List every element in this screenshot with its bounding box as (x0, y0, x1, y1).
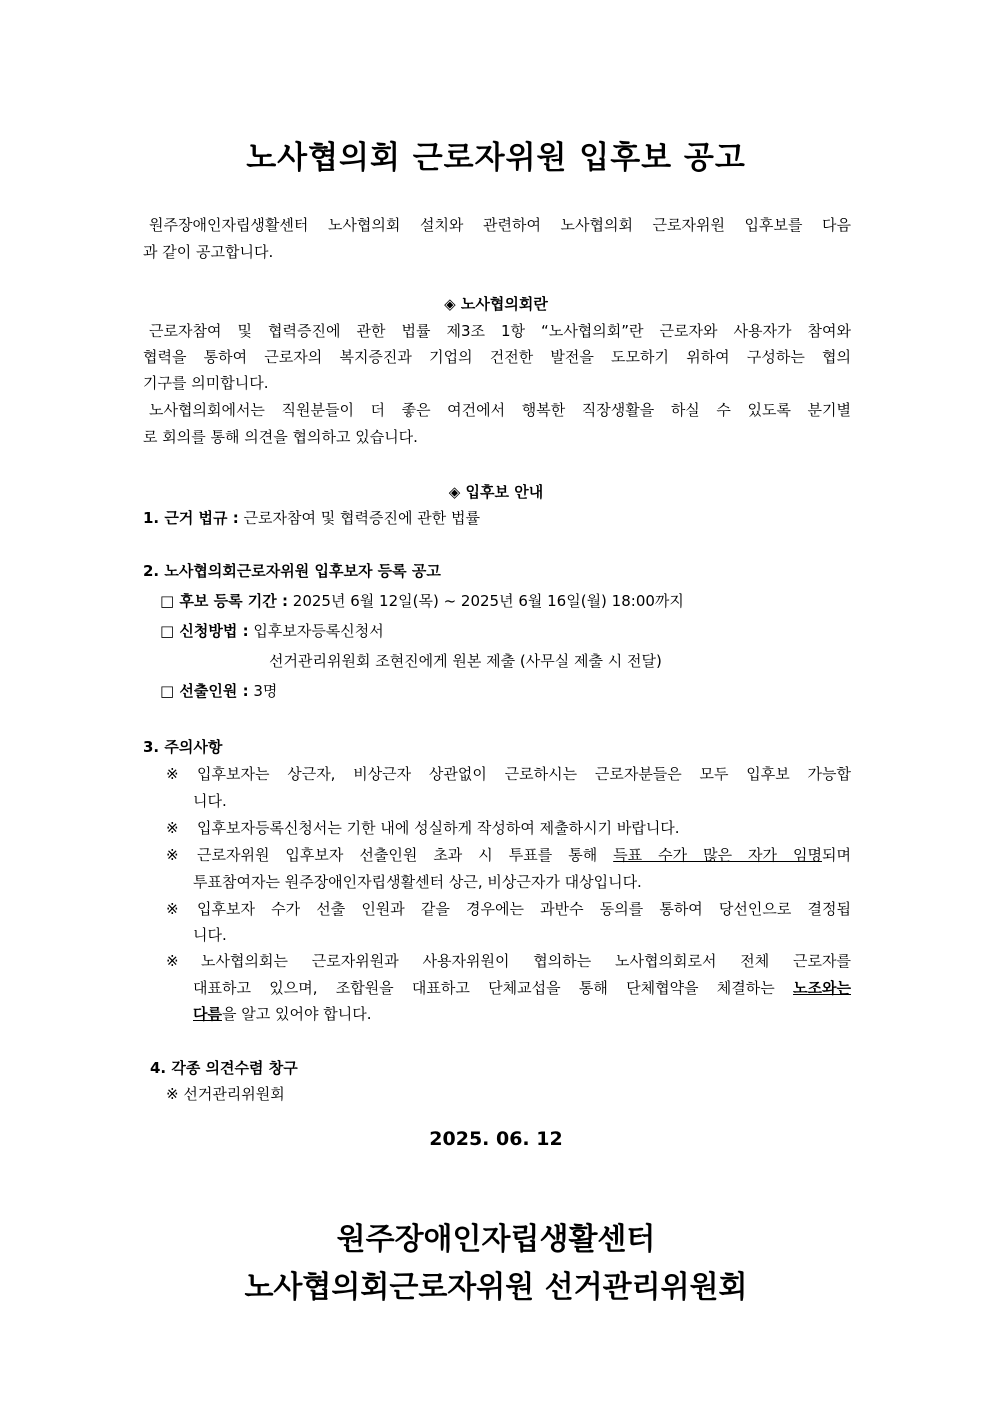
period-text: 2025년 6월 12일(목) ~ 2025년 6월 16일(월) 18:00까지 (292, 592, 684, 610)
note-1-line-2: 니다. (193, 792, 227, 810)
item-2-method (160, 618, 384, 645)
note-3-text-a: 근로자위원 입후보자 선출인원 초과 시 투표를 통해 (197, 846, 614, 864)
method-text-2: 선거관리위원회 조현진에게 원본 제출 (사무실 제출 시 전달) (269, 652, 662, 670)
count-label: □ 선출인원 : (160, 682, 249, 700)
note-5-underlined-1: 노조와는 (793, 979, 851, 997)
item-1 (143, 505, 480, 532)
item-2-heading: 2. 노사협의회근로자위원 입후보자 등록 공고 (143, 562, 441, 580)
period-label: □ 후보 등록 기간 : (160, 592, 289, 610)
note-4-mark: ※ (166, 900, 179, 918)
note-1-line-1: 입후보자는 상근자, 비상근자 상관없이 근로하시는 근로자분들은 모두 입후보 가능합 (197, 765, 851, 783)
council-p2-line-1: 노사협의회에서는 직원분들이 더 좋은 여건에서 행복한 직장생활을 하실 수 있도록 분기별 (149, 401, 851, 419)
org-name-line-2: 노사협의회근로자위원 선거관리위원회 (244, 1270, 748, 1305)
council-p1-line-2: 협력을 통하여 근로자의 복지증진과 기업의 건전한 발전을 도모하기 위하여 구성하는 협의 (143, 348, 851, 366)
note-3-text-b: 되며 (822, 846, 851, 864)
council-p1-line-1: 근로자참여 및 협력증진에 관한 법률 제3조 1항 “노사협의회”란 근로자와 사용자가 참여와 (149, 322, 851, 340)
note-5-line-3 (193, 1001, 371, 1028)
method-text-1: 입후보자등록신청서 (253, 622, 384, 640)
guide-heading: ◈ 입후보 안내 (448, 483, 544, 501)
note-5-line-1: 노사협의회는 근로자위원과 사용자위원이 협의하는 노사협의회로서 전체 근로자를 (201, 952, 851, 970)
council-heading: ◈ 노사협의회란 (444, 295, 548, 313)
item-2-count (160, 678, 277, 705)
note-5-line-2 (193, 975, 851, 1002)
count-text: 3명 (253, 682, 278, 700)
note-2-line-1: 입후보자등록신청서는 기한 내에 성실하게 작성하여 제출하시기 바랍니다. (197, 819, 680, 837)
notice-date: 2025. 06. 12 (429, 1128, 563, 1150)
intro-line-1: 원주장애인자립생활센터 노사협의회 설치와 관련하여 노사협의회 근로자위원 입후보를 다음 (149, 216, 851, 234)
note-3-underlined: 득표 수가 많은 자가 임명 (613, 846, 823, 864)
intro-line-2: 과 같이 공고합니다. (143, 243, 274, 261)
item-1-text: 근로자참여 및 협력증진에 관한 법률 (243, 509, 480, 527)
note-5-text-a: 대표하고 있으며, 조합원을 대표하고 단체교섭을 통해 단체협약을 체결하는 (193, 979, 794, 997)
item-3-heading: 3. 주의사항 (143, 738, 223, 756)
council-p2-line-2: 로 회의를 통해 의견을 협의하고 있습니다. (143, 428, 418, 446)
document-title: 노사협의회 근로자위원 입후보 공고 (246, 140, 746, 176)
note-5-underlined-2: 다름 (193, 1005, 222, 1023)
note-4-line-2: 니다. (193, 926, 227, 944)
method-label: □ 신청방법 : (160, 622, 249, 640)
org-name-line-1: 원주장애인자립생활센터 (336, 1222, 656, 1257)
item-2-period (160, 588, 684, 615)
note-3-line-2: 투표참여자는 원주장애인자립생활센터 상근, 비상근자가 대상입니다. (193, 873, 642, 891)
item-4-heading: 4. 각종 의견수렴 창구 (150, 1059, 298, 1077)
note-5-mark: ※ (166, 952, 179, 970)
note-1-mark: ※ (166, 765, 179, 783)
item-4-text: ※ 선거관리위원회 (166, 1085, 285, 1103)
note-5-text-b: 을 알고 있어야 합니다. (221, 1005, 372, 1023)
note-2-mark: ※ (166, 819, 179, 837)
note-3-line-1 (197, 842, 851, 869)
note-3-mark: ※ (166, 846, 179, 864)
council-p1-line-3: 기구를 의미합니다. (143, 374, 269, 392)
note-4-line-1: 입후보자 수가 선출 인원과 같을 경우에는 과반수 동의를 통하여 당선인으로 결정됩 (197, 900, 851, 918)
item-1-label: 1. 근거 법규 : (143, 509, 239, 527)
